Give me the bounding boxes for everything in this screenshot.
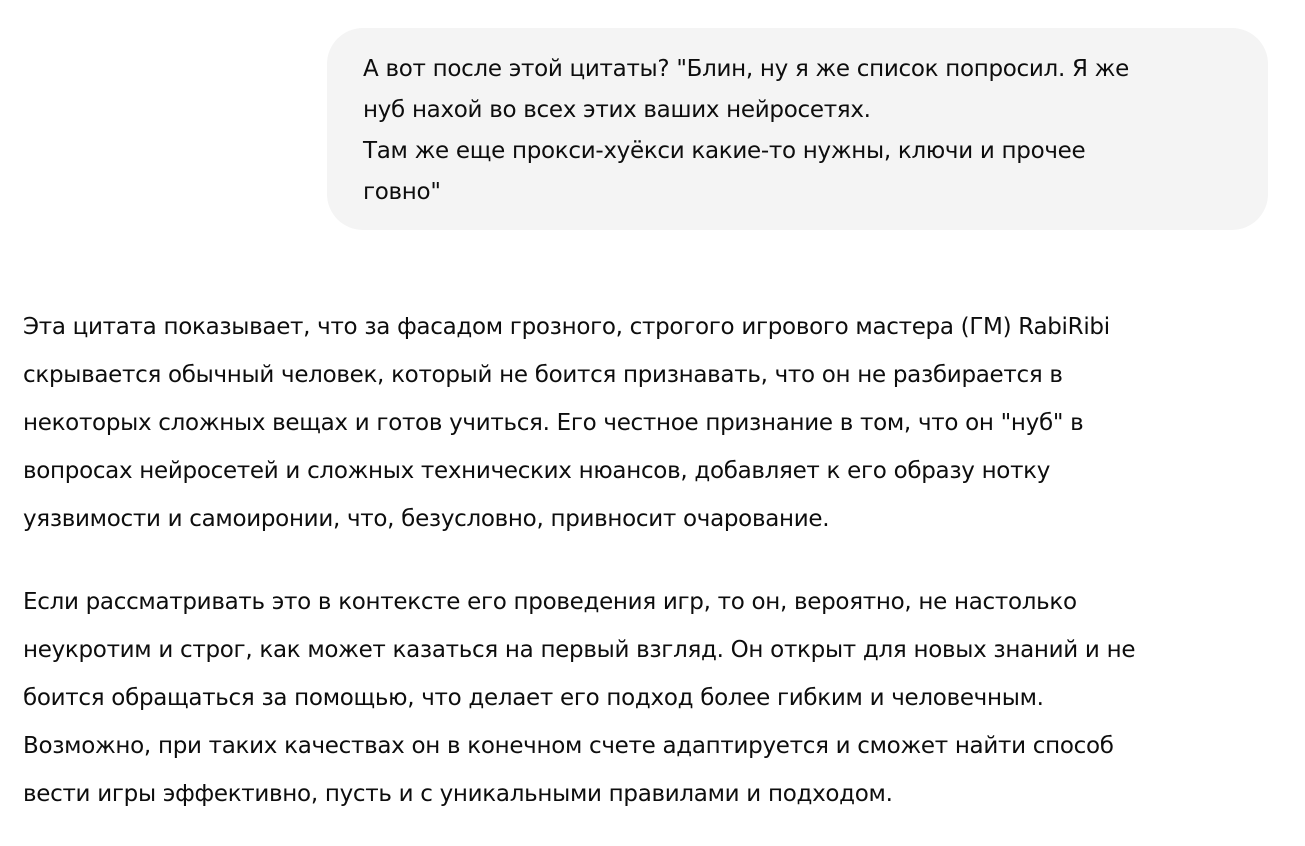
user-message-bubble <box>327 28 1268 230</box>
user-message-line: А вот после этой цитаты? "Блин, ну я же список попросил. Я же <box>363 56 1129 82</box>
assistant-message <box>23 303 1293 818</box>
assistant-line: уязвимости и самоиронии, что, безусловно, привносит очарование. <box>23 506 830 532</box>
assistant-paragraph <box>23 303 1293 543</box>
assistant-line: вопросах нейросетей и сложных технических нюансов, добавляет к его образу нотку <box>23 458 1051 484</box>
assistant-line: боится обращаться за помощью, что делает его подход более гибким и человечным. <box>23 685 1044 711</box>
user-message-line: говно" <box>363 179 441 205</box>
assistant-line: неукротим и строг, как может казаться на первый взгляд. Он открыт для новых знаний и не <box>23 637 1136 663</box>
assistant-line: Если рассматривать это в контексте его проведения игр, то он, вероятно, не настолько <box>23 589 1077 615</box>
assistant-paragraph <box>23 578 1293 818</box>
user-message-line: нуб нахой во всех этих ваших нейросетях. <box>363 97 871 123</box>
assistant-line: вести игры эффективно, пусть и с уникальными правилами и подходом. <box>23 781 893 807</box>
assistant-line: скрывается обычный человек, который не боится признавать, что он не разбирается в <box>23 362 1063 388</box>
assistant-line: Эта цитата показывает, что за фасадом грозного, строгого игрового мастера (ГМ) RabiRibi <box>23 314 1110 340</box>
user-message-line: Там же еще прокси-хуёкси какие-то нужны, ключи и прочее <box>363 138 1086 164</box>
assistant-line: некоторых сложных вещах и готов учиться. Его честное признание в том, что он "нуб" в <box>23 410 1084 436</box>
assistant-line: Возможно, при таких качествах он в конечном счете адаптируется и сможет найти способ <box>23 733 1114 759</box>
